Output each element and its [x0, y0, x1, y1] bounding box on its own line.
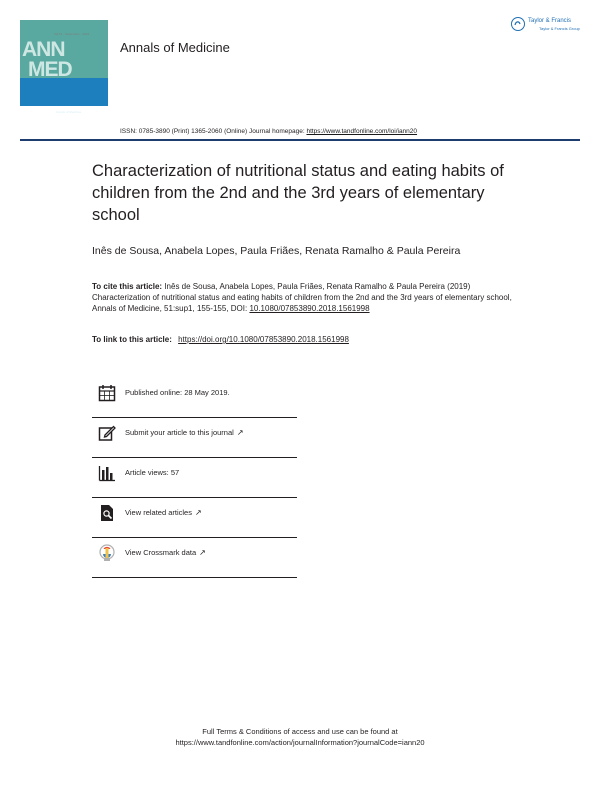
- header-divider: [20, 139, 580, 141]
- submit-article-label: Submit your article to this journal: [125, 428, 234, 437]
- journal-cover: [20, 20, 108, 114]
- link-row: [92, 335, 349, 344]
- publisher-name: Taylor & Francis: [528, 18, 572, 24]
- publisher-logo[interactable]: [511, 17, 581, 35]
- external-link-icon: ↗: [194, 508, 202, 517]
- bar-chart-icon: [98, 464, 116, 482]
- stats-divider: [92, 577, 297, 578]
- cite-label: To cite this article:: [92, 282, 163, 291]
- article-doi-link[interactable]: https://doi.org/10.1080/07853890.2018.1561998: [178, 335, 349, 344]
- cite-text: Inês de Sousa, Anabela Lopes, Paula Friães, Renata Ramalho & Paula Pereira (2019) Characterization of nutritional status and eating habits of children from the 2nd and the 3rd years of elementary school, Annals of Medicine, 51:sup1, 155-155, DOI:: [92, 282, 512, 313]
- publisher-sub: Taylor & Francis Group: [539, 26, 580, 31]
- cite-doi-link[interactable]: 10.1080/07853890.2018.1561998: [249, 304, 370, 313]
- article-title: Characterization of nutritional status and eating habits of children from the 2nd and the 3rd years of elementary school: [92, 162, 504, 224]
- cover-word-bottom: MED: [28, 58, 72, 81]
- cover-strip-text: Vol 51 · September · 2019: [54, 32, 90, 36]
- article-views: Article views: 57: [125, 468, 180, 477]
- footer: [0, 726, 600, 748]
- related-articles-icon: [98, 504, 116, 522]
- footer-terms-link[interactable]: https://www.tandfonline.com/action/journalInformation?journalCode=iann20: [175, 738, 425, 747]
- edit-icon: [98, 424, 116, 442]
- article-authors: Inês de Sousa, Anabela Lopes, Paula Friães, Renata Ramalho & Paula Pereira: [92, 245, 461, 257]
- journal-homepage-link[interactable]: https://www.tandfonline.com/loi/iann20: [306, 128, 418, 135]
- citation-block: [92, 281, 512, 314]
- external-link-icon: ↗: [199, 548, 206, 557]
- submit-article-link[interactable]: [125, 428, 244, 437]
- cover-word-top: ANN: [22, 38, 65, 61]
- issn-line: [120, 128, 417, 135]
- published-date: Published online: 28 May 2019.: [125, 388, 230, 397]
- crossmark-icon: [98, 544, 116, 562]
- crossmark-label: View Crossmark data: [125, 548, 197, 557]
- related-articles-label: View related articles: [125, 508, 192, 517]
- views-row: [92, 458, 297, 498]
- publisher-logo-icon: [511, 17, 525, 31]
- cover-caption: Annals of Medicine: [56, 110, 82, 114]
- crossmark-link[interactable]: [125, 548, 206, 557]
- related-row[interactable]: [92, 498, 297, 538]
- issn-text: ISSN: 0785-3890 (Print) 1365-2060 (Online) Journal homepage:: [120, 128, 305, 135]
- related-articles-link[interactable]: [125, 508, 202, 517]
- journal-title: Annals of Medicine: [120, 40, 230, 55]
- crossmark-row[interactable]: [92, 538, 297, 578]
- published-row: [92, 378, 297, 418]
- external-link-icon: ↗: [236, 428, 244, 437]
- submit-row[interactable]: [92, 418, 297, 458]
- calendar-icon: [98, 384, 116, 402]
- footer-line-1: Full Terms & Conditions of access and use can be found at: [202, 727, 398, 736]
- link-label: To link to this article:: [92, 335, 172, 344]
